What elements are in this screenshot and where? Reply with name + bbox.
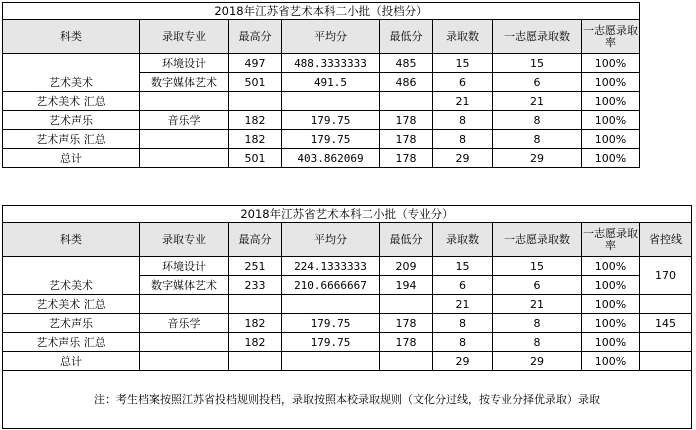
admission-note: 注：考生档案按照江苏省投档规则投档，录取按照本校录取规则（文化分过线，按专业分择优录取）录取 — [3, 371, 692, 429]
cell-min — [380, 352, 433, 371]
cell-major — [140, 149, 229, 168]
cell-min — [380, 295, 433, 314]
cell-max: 501 — [229, 149, 282, 168]
cell-major: 环境设计 — [140, 257, 229, 276]
cell-max: 233 — [229, 276, 282, 295]
table-row — [3, 257, 692, 276]
header-first-rate: 一志愿录取率 — [582, 223, 640, 257]
header-control-line: 省控线 — [640, 223, 692, 257]
cell-admitted: 8 — [433, 130, 493, 149]
cell-major: 数字媒体艺术 — [140, 73, 229, 92]
cell-max: 182 — [229, 333, 282, 352]
cell-admitted: 8 — [433, 111, 493, 130]
cell-max — [229, 352, 282, 371]
table-row — [3, 130, 640, 149]
cell-control-line: 170 — [640, 257, 692, 295]
cell-min: 194 — [380, 276, 433, 295]
cell-major — [140, 295, 229, 314]
cell-major — [140, 333, 229, 352]
cell-category: 艺术美术 汇总 — [3, 295, 140, 314]
cell-category: 艺术美术 汇总 — [3, 92, 140, 111]
header-first-rate: 一志愿录取率 — [582, 20, 640, 54]
cell-first-rate: 100% — [582, 130, 640, 149]
cell-min: 178 — [380, 333, 433, 352]
cell-min — [380, 92, 433, 111]
cell-first-choice: 6 — [493, 276, 582, 295]
header-min: 最低分 — [380, 20, 433, 54]
cell-max: 182 — [229, 314, 282, 333]
cell-max: 501 — [229, 73, 282, 92]
cell-first-choice: 21 — [493, 295, 582, 314]
cell-avg: 488.3333333 — [282, 54, 380, 73]
cell-max: 497 — [229, 54, 282, 73]
cell-first-rate: 100% — [582, 54, 640, 73]
cell-first-rate: 100% — [582, 333, 640, 352]
cell-first-rate: 100% — [582, 73, 640, 92]
header-first-choice: 一志愿录取数 — [493, 223, 582, 257]
cell-min: 178 — [380, 111, 433, 130]
cell-min: 178 — [380, 149, 433, 168]
cell-avg — [282, 295, 380, 314]
cell-major — [140, 92, 229, 111]
cell-major: 数字媒体艺术 — [140, 276, 229, 295]
cell-first-choice: 8 — [493, 111, 582, 130]
cell-max: 182 — [229, 130, 282, 149]
cell-avg — [282, 92, 380, 111]
table-row-total — [3, 352, 692, 371]
cell-max: 251 — [229, 257, 282, 276]
cell-avg — [282, 352, 380, 371]
table-title: 2018年江苏省艺术本科二小批（投档分） — [3, 3, 640, 20]
cell-avg: 491.5 — [282, 73, 380, 92]
table-row — [3, 54, 640, 73]
cell-min: 485 — [380, 54, 433, 73]
table-row-total — [3, 149, 640, 168]
cell-avg: 210.6666667 — [282, 276, 380, 295]
cell-avg: 179.75 — [282, 314, 380, 333]
cell-min: 178 — [380, 314, 433, 333]
cell-category: 总计 — [3, 149, 140, 168]
cell-major: 音乐学 — [140, 111, 229, 130]
cell-avg: 403.862069 — [282, 149, 380, 168]
cell-first-rate: 100% — [582, 276, 640, 295]
cell-first-rate: 100% — [582, 257, 640, 276]
header-avg: 平均分 — [282, 20, 380, 54]
cell-major — [140, 352, 229, 371]
header-min: 最低分 — [380, 223, 433, 257]
cell-first-rate: 100% — [582, 352, 640, 371]
cell-first-choice: 21 — [493, 92, 582, 111]
cell-major — [140, 130, 229, 149]
cell-admitted: 6 — [433, 276, 493, 295]
cell-admitted: 29 — [433, 149, 493, 168]
cell-major: 音乐学 — [140, 314, 229, 333]
header-major: 录取专业 — [140, 20, 229, 54]
cell-first-choice: 29 — [493, 149, 582, 168]
table-row — [3, 314, 692, 333]
cell-control-line — [640, 352, 692, 371]
header-category: 科类 — [3, 223, 140, 257]
cell-category: 艺术美术 — [3, 54, 140, 92]
cell-avg: 179.75 — [282, 130, 380, 149]
cell-category: 艺术美术 — [3, 257, 140, 295]
header-avg: 平均分 — [282, 223, 380, 257]
cell-category: 艺术声乐 — [3, 314, 140, 333]
cell-category: 艺术声乐 汇总 — [3, 333, 140, 352]
header-max: 最高分 — [229, 223, 282, 257]
cell-admitted: 6 — [433, 73, 493, 92]
table-row — [3, 92, 640, 111]
admission-table-toudang — [2, 2, 640, 168]
cell-first-choice: 15 — [493, 54, 582, 73]
cell-avg: 179.75 — [282, 111, 380, 130]
cell-admitted: 15 — [433, 257, 493, 276]
cell-min: 209 — [380, 257, 433, 276]
table-row — [3, 333, 692, 352]
cell-max: 182 — [229, 111, 282, 130]
header-max: 最高分 — [229, 20, 282, 54]
cell-admitted: 15 — [433, 54, 493, 73]
cell-admitted: 21 — [433, 92, 493, 111]
cell-control-line — [640, 295, 692, 314]
cell-first-rate: 100% — [582, 314, 640, 333]
cell-max — [229, 92, 282, 111]
cell-admitted: 8 — [433, 333, 493, 352]
header-major: 录取专业 — [140, 223, 229, 257]
cell-first-choice: 6 — [493, 73, 582, 92]
header-category: 科类 — [3, 20, 140, 54]
cell-control-line — [640, 333, 692, 352]
table-row — [3, 111, 640, 130]
cell-first-choice: 8 — [493, 333, 582, 352]
cell-admitted: 8 — [433, 314, 493, 333]
cell-first-choice: 29 — [493, 352, 582, 371]
cell-first-rate: 100% — [582, 111, 640, 130]
cell-first-choice: 15 — [493, 257, 582, 276]
cell-first-choice: 8 — [493, 314, 582, 333]
cell-control-line: 145 — [640, 314, 692, 333]
table-row — [3, 295, 692, 314]
cell-first-rate: 100% — [582, 92, 640, 111]
cell-first-rate: 100% — [582, 149, 640, 168]
cell-admitted: 29 — [433, 352, 493, 371]
table-title: 2018年江苏省艺术本科二小批（专业分） — [3, 206, 692, 223]
cell-category: 艺术声乐 — [3, 111, 140, 130]
cell-min: 486 — [380, 73, 433, 92]
admission-table-zhuanye — [2, 205, 692, 429]
cell-max — [229, 295, 282, 314]
header-admitted: 录取数 — [433, 223, 493, 257]
cell-first-rate: 100% — [582, 295, 640, 314]
cell-major: 环境设计 — [140, 54, 229, 73]
header-admitted: 录取数 — [433, 20, 493, 54]
cell-category: 艺术声乐 汇总 — [3, 130, 140, 149]
cell-first-choice: 8 — [493, 130, 582, 149]
cell-avg: 224.1333333 — [282, 257, 380, 276]
cell-avg: 179.75 — [282, 333, 380, 352]
cell-min: 178 — [380, 130, 433, 149]
cell-category: 总计 — [3, 352, 140, 371]
cell-admitted: 21 — [433, 295, 493, 314]
header-first-choice: 一志愿录取数 — [493, 20, 582, 54]
